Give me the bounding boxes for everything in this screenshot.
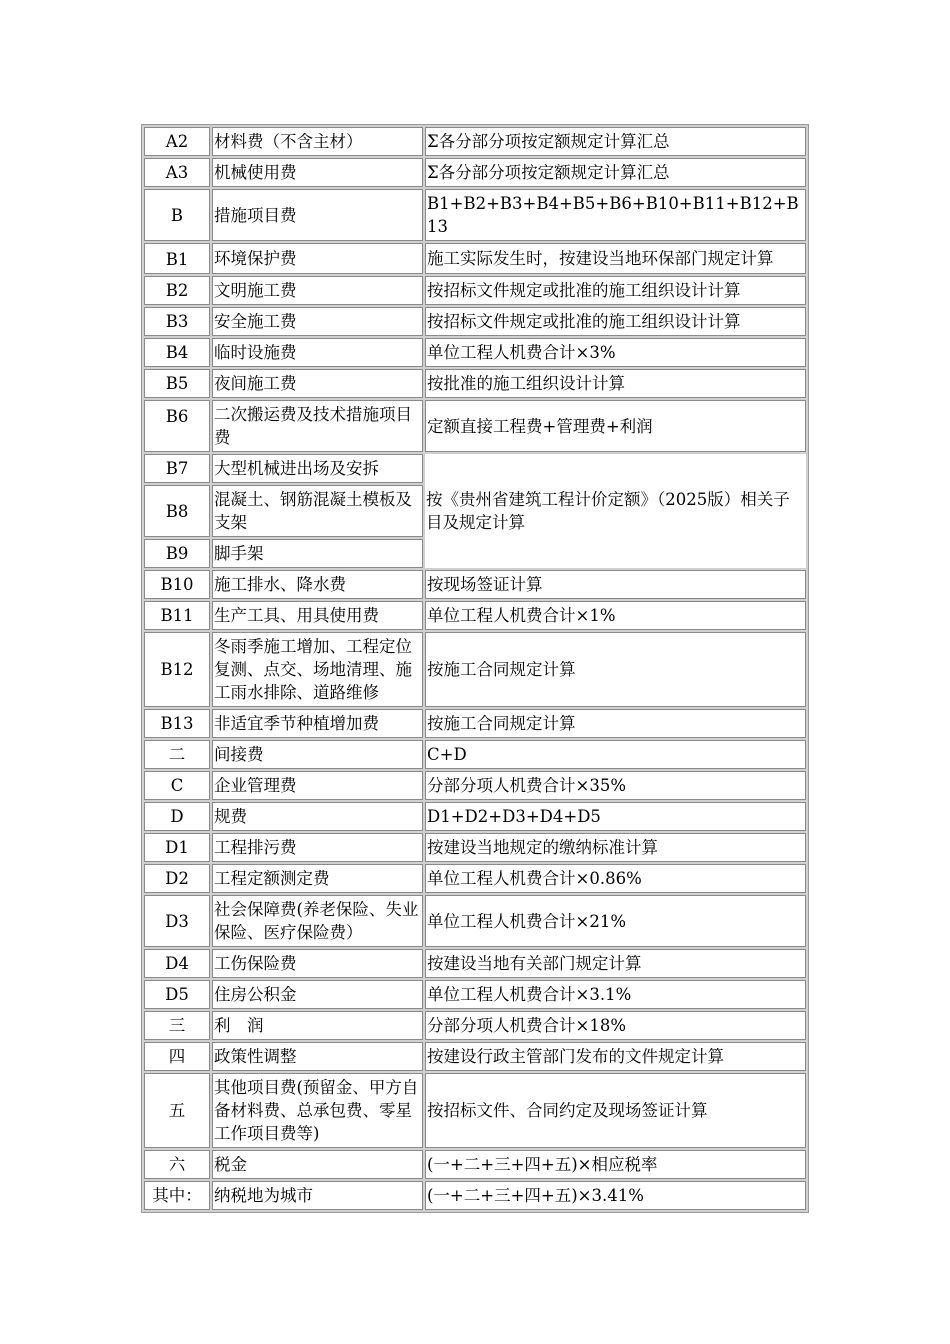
row-code: 二 [144, 740, 210, 769]
row-item-name: 非适宜季节种植增加费 [212, 709, 423, 738]
table-row [144, 338, 806, 367]
row-code: B4 [144, 338, 210, 367]
row-calculation-rule: 分部分项人机费合计×18% [425, 1011, 806, 1040]
row-code: C [144, 771, 210, 800]
row-item-name: 材料费（不含主材） [212, 127, 423, 156]
row-code: D4 [144, 949, 210, 978]
row-calculation-rule: 单位工程人机费合计×3% [425, 338, 806, 367]
table-row [144, 1181, 806, 1210]
table-row [144, 189, 806, 241]
row-item-name: 政策性调整 [212, 1042, 423, 1071]
row-calculation-rule: 定额直接工程费+管理费+利润 [425, 400, 806, 452]
row-calculation-rule: (一+二+三+四+五)×3.41% [425, 1181, 806, 1210]
table-row [144, 400, 806, 452]
row-item-name: 工程排污费 [212, 833, 423, 862]
row-item-name: 施工排水、降水费 [212, 570, 423, 599]
row-calculation-rule: 按建设行政主管部门发布的文件规定计算 [425, 1042, 806, 1071]
row-code: B [144, 189, 210, 241]
row-item-name: 税金 [212, 1150, 423, 1179]
table-row [144, 369, 806, 398]
table-row [144, 771, 806, 800]
row-calculation-rule-merged: 按《贵州省建筑工程计价定额》（2025版）相关子目及规定计算 [425, 454, 806, 568]
row-item-name: 工程定额测定费 [212, 864, 423, 893]
row-item-name: 规费 [212, 802, 423, 831]
row-item-name: 措施项目费 [212, 189, 423, 241]
row-calculation-rule: 单位工程人机费合计×0.86% [425, 864, 806, 893]
row-item-name: 利 润 [212, 1011, 423, 1040]
row-calculation-rule: 按招标文件规定或批准的施工组织设计计算 [425, 276, 806, 305]
row-calculation-rule: 单位工程人机费合计×21% [425, 895, 806, 947]
table-row [144, 1150, 806, 1179]
row-code: D3 [144, 895, 210, 947]
row-calculation-rule: 分部分项人机费合计×35% [425, 771, 806, 800]
row-item-name: 冬雨季施工增加、工程定位复测、点交、场地清理、施工雨水排除、道路维修 [212, 632, 423, 707]
row-code: B6 [144, 400, 210, 452]
row-code: B2 [144, 276, 210, 305]
row-item-name: 社会保障费(养老保险、失业保险、医疗保险费） [212, 895, 423, 947]
row-calculation-rule: 按招标文件规定或批准的施工组织设计计算 [425, 307, 806, 336]
row-item-name: 环境保护费 [212, 243, 423, 274]
row-calculation-rule: Σ各分部分项按定额规定计算汇总 [425, 127, 806, 156]
row-calculation-rule: 按施工合同规定计算 [425, 709, 806, 738]
row-code: 五 [144, 1073, 210, 1148]
row-code: B5 [144, 369, 210, 398]
row-code: D2 [144, 864, 210, 893]
row-code: B13 [144, 709, 210, 738]
row-item-name: 机械使用费 [212, 158, 423, 187]
table-row [144, 601, 806, 630]
row-item-name: 安全施工费 [212, 307, 423, 336]
row-item-name: 工伤保险费 [212, 949, 423, 978]
row-code: B1 [144, 243, 210, 274]
row-code: B10 [144, 570, 210, 599]
table-row [144, 454, 806, 483]
row-item-name: 混凝土、钢筋混凝土模板及支架 [212, 485, 423, 537]
table-row [144, 802, 806, 831]
row-calculation-rule: 单位工程人机费合计×1% [425, 601, 806, 630]
row-calculation-rule: D1+D2+D3+D4+D5 [425, 802, 806, 831]
row-item-name: 纳税地为城市 [212, 1181, 423, 1210]
fee-calculation-table [141, 124, 809, 1213]
row-item-name: 二次搬运费及技术措施项目费 [212, 400, 423, 452]
table-row [144, 1042, 806, 1071]
table-row [144, 632, 806, 707]
row-code: 三 [144, 1011, 210, 1040]
row-calculation-rule: C+D [425, 740, 806, 769]
row-calculation-rule: 单位工程人机费合计×3.1% [425, 980, 806, 1009]
row-code: D1 [144, 833, 210, 862]
row-item-name: 生产工具、用具使用费 [212, 601, 423, 630]
row-item-name: 临时设施费 [212, 338, 423, 367]
row-calculation-rule: 施工实际发生时，按建设当地环保部门规定计算 [425, 243, 806, 274]
row-item-name: 住房公积金 [212, 980, 423, 1009]
row-item-name: 大型机械进出场及安拆 [212, 454, 423, 483]
row-code: B3 [144, 307, 210, 336]
row-calculation-rule: 按建设当地有关部门规定计算 [425, 949, 806, 978]
table-row [144, 570, 806, 599]
table-row [144, 276, 806, 305]
row-item-name: 间接费 [212, 740, 423, 769]
row-code: B9 [144, 539, 210, 568]
row-code: B11 [144, 601, 210, 630]
row-calculation-rule: 按施工合同规定计算 [425, 632, 806, 707]
row-code: 四 [144, 1042, 210, 1071]
row-code: A2 [144, 127, 210, 156]
row-calculation-rule: (一+二+三+四+五)×相应税率 [425, 1150, 806, 1179]
table-row [144, 307, 806, 336]
row-item-name: 其他项目费(预留金、甲方自备材料费、总承包费、零星工作项目费等) [212, 1073, 423, 1148]
row-calculation-rule: 按批准的施工组织设计计算 [425, 369, 806, 398]
table-row [144, 740, 806, 769]
row-code: B7 [144, 454, 210, 483]
row-calculation-rule: Σ各分部分项按定额规定计算汇总 [425, 158, 806, 187]
row-code: D5 [144, 980, 210, 1009]
row-code: 其中： [144, 1181, 210, 1210]
fee-table-wrapper [141, 124, 809, 1213]
row-calculation-rule: 按建设当地规定的缴纳标准计算 [425, 833, 806, 862]
row-code: B8 [144, 485, 210, 537]
row-calculation-rule: 按招标文件、合同约定及现场签证计算 [425, 1073, 806, 1148]
row-calculation-rule: 按现场签证计算 [425, 570, 806, 599]
table-row [144, 709, 806, 738]
table-row [144, 158, 806, 187]
table-row [144, 864, 806, 893]
table-row [144, 833, 806, 862]
table-row [144, 980, 806, 1009]
table-row [144, 1011, 806, 1040]
table-row [144, 895, 806, 947]
table-row [144, 949, 806, 978]
row-item-name: 文明施工费 [212, 276, 423, 305]
table-row [144, 1073, 806, 1148]
row-code: A3 [144, 158, 210, 187]
row-item-name: 脚手架 [212, 539, 423, 568]
row-code: 六 [144, 1150, 210, 1179]
table-row [144, 127, 806, 156]
row-item-name: 企业管理费 [212, 771, 423, 800]
row-code: B12 [144, 632, 210, 707]
row-calculation-rule: B1+B2+B3+B4+B5+B6+B10+B11+B12+B13 [425, 189, 806, 241]
row-code: D [144, 802, 210, 831]
table-row [144, 243, 806, 274]
row-item-name: 夜间施工费 [212, 369, 423, 398]
